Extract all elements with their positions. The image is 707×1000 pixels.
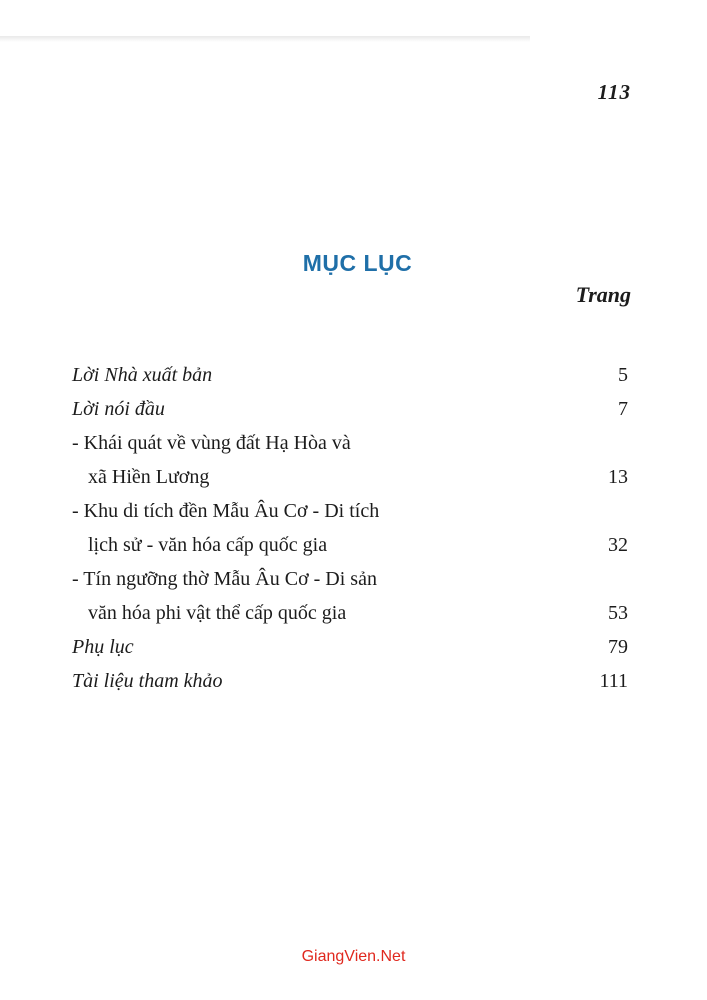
table-of-contents [72,358,628,698]
watermark-footer: GiangVien.Net [301,948,406,965]
toc-entry-line: xã Hiền Lương [88,466,210,488]
toc-entry-publisher-note [72,358,628,392]
toc-entry-worship-heritage [72,562,628,630]
toc-entry-line: Tài liệu tham khảo [72,670,223,692]
toc-entry-appendix [72,630,628,664]
toc-entry-page: 32 [608,534,628,556]
toc-entry-page: 13 [608,466,628,488]
toc-entry-line: văn hóa phi vật thể cấp quốc gia [88,602,347,624]
toc-entry-page: 111 [599,670,628,692]
page-number: 113 [597,80,631,104]
toc-entry-label [72,358,580,392]
toc-entry-label [72,664,580,698]
toc-entry-line: - Khu di tích đền Mẫu Âu Cơ - Di tích [72,500,380,522]
toc-entry-label [72,426,580,494]
toc-entry-line: - Khái quát về vùng đất Hạ Hòa và [72,432,351,454]
toc-entry-references [72,664,628,698]
toc-entry-page: 5 [618,364,628,386]
toc-entry-label [72,562,580,630]
page-column-header: Trang [575,282,631,307]
toc-entry-foreword [72,392,628,426]
toc-entry-relic-site [72,494,628,562]
toc-entry-label [72,392,580,426]
toc-entry-overview [72,426,628,494]
toc-entry-label [72,494,580,562]
toc-entry-label [72,630,580,664]
page-edge-shadow [0,36,530,42]
toc-entry-page: 53 [608,602,628,624]
toc-entry-line: Lời nói đầu [72,398,165,420]
toc-entry-line: lịch sử - văn hóa cấp quốc gia [88,534,328,556]
toc-entry-line: Phụ lục [72,636,134,658]
toc-entry-line: - Tín ngưỡng thờ Mẫu Âu Cơ - Di sản [72,568,377,590]
toc-entry-line: Lời Nhà xuất bản [72,364,213,386]
toc-entry-page: 79 [608,636,628,658]
toc-title: MỤC LỤC [302,250,413,276]
toc-entry-page: 7 [618,398,628,420]
